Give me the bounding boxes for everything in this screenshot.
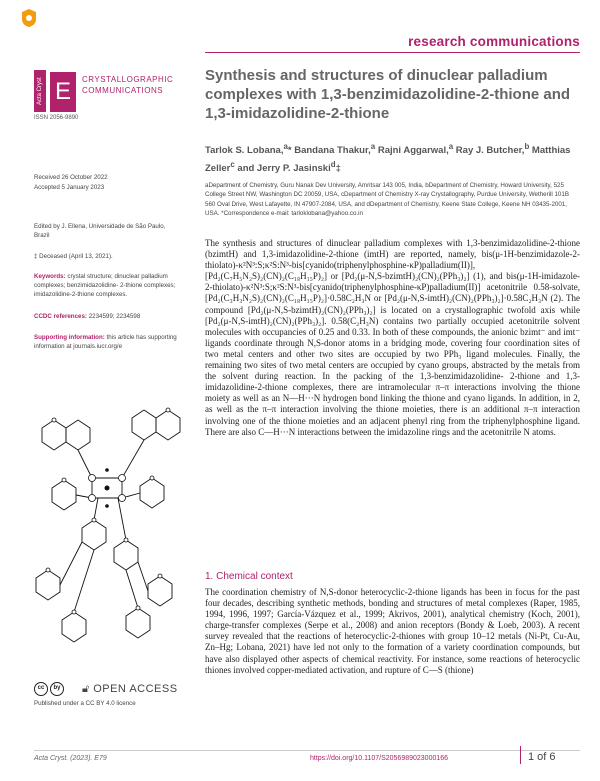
ccdc-label: CCDC references: bbox=[34, 313, 87, 320]
ccdc-values: 2234599; 2234598 bbox=[88, 313, 141, 320]
deceased-note: ‡ Deceased (April 13, 2021). bbox=[34, 253, 113, 260]
section-header: research communications bbox=[408, 34, 580, 49]
journal-letter: E bbox=[50, 72, 76, 112]
open-access-label bbox=[82, 683, 178, 696]
journal-vertical-label: Acta Cryst bbox=[34, 70, 46, 112]
page-number: 1 of 6 bbox=[528, 751, 556, 763]
keywords-text: crystal structure; dinuclear palladium complexes; benzimidazolidine- 2-thione complexes; imidazolidine-2-thione complexes. bbox=[34, 273, 176, 298]
edited-by: Edited by J. Ellena, Universidade de São Paulo, Brazil bbox=[34, 223, 166, 239]
author-list: Tarlok S. Lobana,$^a$* Bandana Thakur,$^a$ Rajni Aggarwal,$^a$ Ray J. Butcher,$^b$ Matthias Zeller$^c$ and Jerry P. Jasinski$^d$‡ bbox=[205, 142, 571, 175]
article-title: Synthesis and structures of dinuclear palladium complexes with 1,3-benzimidazolidine-2-thione and 1,3-imidazolidine-2-thione bbox=[205, 67, 571, 122]
section-text-chemical-context: The coordination chemistry of N,S-donor heterocyclic-2-thione ligands has been in focus for the past four decades, describing synthetic methods, bonding and structures of metal complexes (Raper, 1985, 1994, 1996, 1997; García-Vázquez et al., 1999; Akrivos, 2001), analytical chemistry (Koch, 2001), charge-transfer complexes (Serpe et al., 2008) and anion receptors (Bondy & Loeb, 2003). A recent survey revealed that the reactions of heterocyclic-2-thiones with group 10–12 metals (Ni-Pt, Cu-Au, Zn–Hg; Lobana, 2021) have led not only to the formation of a variety coordination compounds, but have also displayed other aspects of chemical reactivity. For instance, some reactions of heterocyclic thiones involved copper-mediated activation, and rupture of C—S (thione) bbox=[205, 587, 580, 675]
journal-name: CRYSTALLOGRAPHIC COMMUNICATIONS bbox=[82, 75, 174, 95]
abstract: The synthesis and structures of dinuclear palladium complexes with 1,3-benzimidazolidine-2-thione (bzimtH) and 1,3-imidazolidine-2-thione (imtH) are reported, namely, bis(μ-1H-benzimidazole-2-thiolato)-κ²N³:S;κ²S:N³-bis[cyanido(triphenylphosphine-κP)palladium(II)], [Pd₂(C₇H₅N₂S)₂(CN)₂(C₁₈H₁₅P)₂] or [Pd₂(μ-N,S-bzimtH)₂(CN)₂(PPh₃)₂] (1), and bis(μ-1H-imidazole-2-thiolato)-κ²N³:S;κ²S:N³-bis[cyanido(triphenylphosphine-κP)palladium(II)] acetonitrile 0.58-solvate, [Pd₂(C₃H₃N₂S)₂(CN)₂(C₁₈H₁₅P)₂]·0.58C₂H₃N or [Pd₂(μ-N,S-imtH)₂(CN)₂(PPh₃)₂]·0.58C₂H₃N (2). The compound [Pd₂(μ-N,S-bzimtH)₂(CN)₂(PPh₃)₂] is located on a crystallographic twofold axis while [Pd₂(μ-N,S-imtH)₂(CN)₂(PPh₃)₂]. 0.58(C₂H₃N) contains two partially occupied acetonitrile solvent molecules with occupancies of 0.25 and 0.33. In both of these compounds, the anionic bzimt⁻ and imt⁻ ligands coordinate through N,S-donor atoms in a bridging mode, covering four coordination sites of two metal centers and other two sites are occupied by two PPh₃ ligand molecules. Finally, the remaining two sites of two metal centers are occupied by cyano groups, abstracted by the metals from the solvent during reaction. In the packing of the 1,3-benzimidazolidine- 2-thione and 1,3-imidazolidine-2-thione complexes, there are intramolecular π–π interactions involving the thione moiety as well as an N—H···N hydrogen bond linking the thione and cyano ligands. In addition, in 2, as well as the π–π interaction involving the thione moieties, there is an additional π–π interaction involving one of the thione moieties and an adjacent phenyl ring from the triphenylphosphine ligand. There are also C—H···N interactions between the imidazoline rings and the acetonitrile N atoms. bbox=[205, 238, 580, 437]
section-title-chemical-context: 1. Chemical context bbox=[205, 571, 293, 582]
open-access-text: OPEN ACCESS bbox=[93, 683, 178, 695]
footer-page-divider bbox=[520, 746, 521, 764]
footer-rule bbox=[34, 750, 580, 751]
received-date: Received 26 October 2022 bbox=[34, 174, 108, 181]
license-text: Published under a CC BY 4.0 licence bbox=[34, 700, 136, 707]
affiliations: aDepartment of Chemistry, Guru Nanak Dev University, Amritsar 143 005, India, bDepartment of Chemistry, Howard University, 525 College Street NW, Washington DC 20059, USA, cDepartment of Chemistry X-ray Crystallography, Purdue University, Wetherill 101B 560 Oval Drive, West Lafayette, IN 47907-2084, USA, and dDepartment of Chemistry, Keene State College, Keene NH 03435-2001, USA. *Correspondence e-mail: tarloklobana@yahoo.co.in bbox=[205, 182, 569, 218]
supporting-label: Supporting information: bbox=[34, 334, 105, 341]
ccdc-references bbox=[34, 312, 184, 321]
cc-icon: cc bbox=[34, 682, 48, 696]
open-access-lock-icon: 🔓︎ bbox=[82, 683, 90, 695]
issn: ISSN 2056-9890 bbox=[34, 115, 79, 121]
by-icon: by bbox=[50, 682, 64, 696]
section-rule bbox=[205, 52, 580, 53]
molecular-structure-figure bbox=[22, 388, 190, 658]
doi-link[interactable]: https://doi.org/10.1107/S2056989023000166 bbox=[310, 755, 449, 762]
supporting-text[interactable]: this article has supporting information at journals.iucr.org/e bbox=[34, 334, 177, 350]
accepted-date: Accepted 5 January 2023 bbox=[34, 184, 105, 191]
supporting-information[interactable] bbox=[34, 333, 179, 351]
cc-license-icons[interactable] bbox=[34, 682, 64, 696]
journal-reference: Acta Cryst. (2023). E79 bbox=[34, 755, 107, 762]
keywords bbox=[34, 272, 184, 299]
iucr-logo-icon bbox=[20, 8, 38, 28]
keywords-label: Keywords: bbox=[34, 273, 66, 280]
